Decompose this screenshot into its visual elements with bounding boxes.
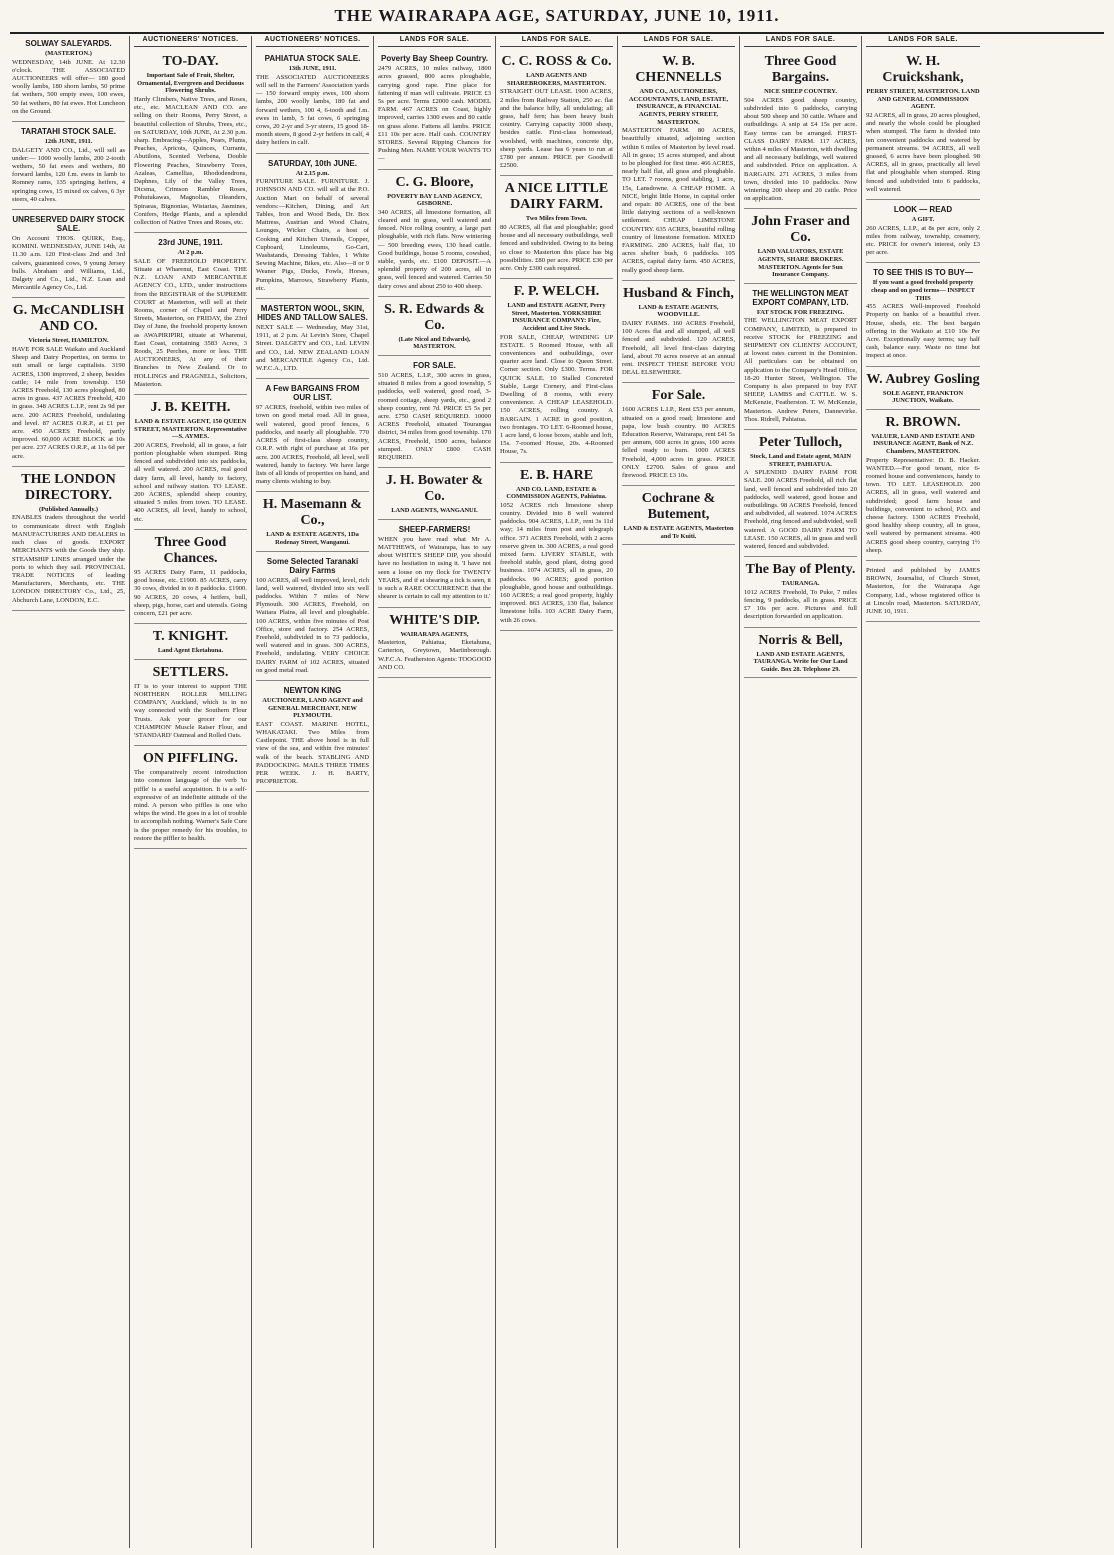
- ad-title: R. BROWN.: [885, 414, 961, 430]
- advertisement: [378, 470, 491, 520]
- ad-title: UNRESERVED DAIRY STOCK SALE.: [12, 215, 125, 234]
- advertisement: [866, 563, 980, 622]
- ad-title: W. B. CHENNELLS: [635, 54, 722, 86]
- ad-title: SHEEP-FARMERS!: [398, 524, 471, 534]
- column-heading: AUCTIONEERS' NOTICES.: [134, 36, 247, 47]
- ad-title: Cochrane & Butement,: [641, 491, 716, 523]
- advertisement: [12, 469, 125, 611]
- ad-subtitle: A GIFT.: [911, 216, 935, 224]
- advertisement: [12, 36, 125, 122]
- advertisement: [866, 202, 980, 263]
- advertisement: [134, 51, 247, 233]
- column-8: [862, 36, 984, 1548]
- advertisement: [134, 748, 247, 849]
- advertisement: [622, 385, 735, 486]
- ad-body: 504 ACRES good sheep country, subdivided into 6 paddocks, carrying about 500 sheep and 30 cattle. Whare and outbuildings. A snip at £4 15s per acre. Easy terms can be arranged. FIRST-CLASS DAIRY FARM. 117 ACRES, within 4 miles of Masterton, with dwelling and all necessary buildings, well watered and subdivided. Price on application. A BARGAIN. 271 ACRES, 3 miles from town, divided into 10 paddocks. Now wintering 200 sheep and 20 cattle. Price on application.: [744, 96, 857, 203]
- ad-title: FOR SALE.: [413, 361, 456, 371]
- ad-title: Some Selected Taranaki Dairy Farms: [266, 556, 359, 575]
- ad-subtitle: At 2 p.m.: [177, 249, 204, 257]
- ad-body: 97 ACRES, freehold, within two miles of town on good metal road. All in grass, well watered, good proof fences, 6 paddocks, and nearly all ploughable. 770 ACRES of first-class sheep country, O.R.P. with right of purchase at 16s per acre. 200 ACRES, Freehold, all level, well watered, handy to factory. We have large lists of all kinds of properties on hand, and many clients wishing to buy.: [256, 404, 369, 486]
- ad-subtitle: AUCTIONEER, LAND AGENT and GENERAL MERCHANT, NEW PLYMOUTH.: [262, 696, 363, 720]
- ad-title: C. G. Bloore,: [395, 174, 474, 190]
- ad-title: For Sale.: [651, 388, 706, 404]
- advertisement: [256, 381, 369, 492]
- ad-title: Peter Tulloch,: [759, 435, 842, 451]
- ad-subtitle: Two Miles from Town.: [525, 215, 588, 223]
- ad-subtitle: Stock, Land and Estate agent, MAIN STREET, PAHIATUA.: [749, 453, 852, 468]
- ad-title: John Fraser and Co.: [751, 214, 850, 246]
- ad-body: 200 ACRES, Freehold, all in grass, a fair portion ploughable when stumped. Ring fenced and subdivided into six paddocks, all well watered. 200 ACRES, real good dairy farm, all level, handy to factory, school and railway station. TO LEASE. 200 ACRES, splendid sheep country, situated 5 miles from town. TO LEASE. 400 ACRES, all level, handy to school, etc.: [134, 441, 247, 523]
- ad-title: TARATAHI STOCK SALE.: [21, 127, 116, 137]
- ad-subtitle: SOLE AGENT, FRANKTON JUNCTION, Waikato.: [882, 389, 964, 405]
- ad-title: THE WELLINGTON MEAT EXPORT COMPANY, LTD.: [752, 288, 849, 307]
- ad-title: PAHIATUA STOCK SALE.: [264, 54, 361, 64]
- ad-body: Property Representative: D. B. Hacker. WANTED.—For good tenant, nice 6-roomed house and conveniences, handy to town. TO LET. LEASEHOLD. 200 ACRES, all in grass, well watered and subdivided; good farm house and buildings, convenient to school, P.O. and cheese factory. 1300 ACRES Freehold, good healthy sheep country, all in grass, well watered by permanent streams. 400 ACRES good sheep country, carrying 1½ sheep.: [866, 456, 980, 554]
- ad-title: TO-DAY.: [162, 54, 219, 70]
- ad-subtitle: TAURANGA.: [781, 580, 820, 588]
- ad-title: J. B. KEITH.: [150, 400, 231, 416]
- advertisement: [12, 212, 125, 298]
- ad-title: THE LONDON DIRECTORY.: [21, 471, 116, 503]
- ad-subtitle: LAND & ESTATE AGENTS, Masterton and Te Kuiti.: [623, 525, 734, 540]
- ad-body: HAVE FOR SALE Waikato and Auckland Sheep and Dairy Properties, on terms to suit small or large capitalists. 3190 ACRES, 1300 improved, 2 sheep, besides cattle; 14 mile from township. 150 ACRES Freehold, 130 acres ploughed, 80 acres in grass. 437 ACRES Freehold, 420 in grass. 348 ACRES L.I.P., rent 2s 9d per acre. 200 ACRES Freehold, undulating and level. 87 ACRES O.R.P., at £1 per acre. 450 ACRES Freehold, partly improved. 60,000 ACRE BLOCK at 10s per acre. 237 ACRES O.R.P., at 11s 6d per acre.: [12, 346, 125, 460]
- ad-body: The comparatively recent introduction into common language of the verb 'to piffle' is a useful acquisition. It is a self-expressive of an indefinite attitude of the mind. A person who piffles is one who whips the wind. He goes in a lot of trouble to accomplish nothing. Warner's Safe Cure is the proper remedy for his troubles, to restore the piffler to health.: [134, 769, 247, 842]
- advertisement: [744, 630, 857, 679]
- ad-subtitle: AND CO. LAND, ESTATE & COMMISSION AGENTS, Pahiatua.: [506, 485, 607, 501]
- ad-title: E. B. HARE: [519, 467, 594, 483]
- ad-body: DAIRY FARMS. 160 ACRES Freehold, 100 Acres flat and all stumped, all well fenced and subdivided. 120 ACRES, Freehold, all level first-class dairying land, about 70 acres reserve at an annual rent. INSPECT THESE BEFORE YOU DEAL ELSEWHERE.: [622, 320, 735, 377]
- advertisement: [256, 554, 369, 681]
- column-4: [374, 36, 496, 1548]
- ad-subtitle: NICE SHEEP COUNTRY.: [764, 88, 837, 96]
- advertisement: [378, 299, 491, 356]
- ad-body: DALGETY AND CO., Ltd., will sell as under:— 1000 woolly lambs, 200 2-tooth wethers, 50 fat ewes and wethers, 80 forward lambs, 120 f.m. ewes in lamb to Romney rams, 135 springing heifers, 4 springing cows, 15 mixed ox calves, 6 3yr steers, 40 calves.: [12, 146, 125, 203]
- ad-subtitle: LAND & ESTATE AGENT, 150 QUEEN STREET, MASTERTON. Representative—S. AYMES.: [134, 418, 247, 441]
- column-2: [130, 36, 252, 1548]
- ad-body: 1052 ACRES rich limestone sheep country. Divided into 8 well watered paddocks. 904 ACRES, L.I.P., rent 3s 11d way; 14 miles from post and telegraph office. 371 ACRES Freehold, with 2 acres reserve given in. 300 ACRES, a real good mixed farm. LIVERY STABLE, with freehold stable, good plant, doing good business. 1074 ACRES, all in grass, 20 paddocks. 96 ACRES; good portion ploughable, good house and outbuildings. 160 ACRES; a real good property, highly improved. 863 ACRES, 130 flat, balance limestone hills. 103 ACRE Dairy Farm, with 26 cows.: [500, 501, 613, 624]
- ad-title: G. McCANDLISH AND CO.: [12, 303, 125, 335]
- ad-subtitle: LAND AND ESTATE AGENTS, TAURANGA. Write for Our Land Guide. Box 28. Telephone 29.: [753, 650, 848, 673]
- advertisement: [744, 559, 857, 627]
- column-heading: LANDS FOR SALE.: [622, 36, 735, 47]
- ad-subtitle: LAND & ESTATE AGENTS, WOODVILLE.: [638, 303, 719, 319]
- ad-body: 80 ACRES, all flat and ploughable; good house and all necessary outbuildings, well fenced and subdivided. Owing to its being so close to Masterton this place has big possibilities. £80 per acre. PRICE £30 per acre. Only £300 cash required.: [500, 224, 613, 273]
- advertisement: [744, 432, 857, 557]
- ad-title: Three Good Chances.: [154, 534, 227, 566]
- ad-subtitle: AND CO., AUCTIONEERS, ACCOUNTANTS, LAND, ESTATE, INSURANCE, & FINANCIAL AGENTS, PERRY STREET, MASTERTON.: [628, 88, 729, 126]
- advertisement: [378, 172, 491, 297]
- ad-title: ON PIFFLING.: [143, 751, 238, 767]
- column-5: [496, 36, 618, 1548]
- ad-subtitle: WAIRARAPA AGENTS,: [400, 630, 469, 638]
- advertisement: [12, 124, 125, 210]
- advertisement: [256, 683, 369, 792]
- ad-body: THE WELLINGTON MEAT EXPORT COMPANY, LIMITED, is prepared to receive STOCK for FREEZING and SHIPMENT ON CLIENTS' ACCOUNT, at lowest rates current in the Dominion. All particulars can be obtained on application to the Company's Head Office, 18-20 Hunter Street, Wellington. The Company is also prepared to buy FAT SHEEP, LAMBS and CATTLE. W. S. McKenzie, Featherston. T. W. McKenzie, Masterton. Andrew Peters, Dannevirke. Thos. Ridrell, Pahiatua.: [744, 317, 857, 423]
- ad-body: IT is to your interest to support THE NORTHERN ROLLER MILLING COMPANY, Auckland, which is in no way connected with the Southern Flour Trusts. Ask your grocer for our 'CHAMPION' Muscle Raiser Flour, and 'STANDARD' Oatmeal and Rolled Oats.: [134, 682, 247, 739]
- ad-title: S. R. Edwards & Co.: [384, 301, 485, 333]
- ad-subtitle: At 2.15 p.m.: [295, 169, 330, 177]
- ad-body: A SPLENDID DAIRY FARM FOR SALE. 200 ACRES Freehold, all rich flat land, well fenced and subdivided into 20 paddocks, well watered, good house and outbuildings. 98 ACRES Freehold, fenced and subdivided, all watered. 1074 ACRES Freehold, ring fenced and subdivided, well watered. A GOOD DAIRY FARM TO LEASE. 150 ACRES, all in grass and well watered, fenced and subdivided.: [744, 469, 857, 551]
- advertisement: [378, 51, 491, 169]
- ad-title: SATURDAY, 10th JUNE.: [268, 158, 357, 168]
- ad-body: MASTERTON FARM. 80 ACRES, beautifully situated, adjoining section within 6 miles of Masterton by level road. All in grass; 15 acres stumped, and about to be ploughed for first time. 466 ACRES, nearly half flat, all grass and ploughable. TO LET. 7 rooms, good stabling, 1 acre, 15s, Lansdowne. A CHEAP HOME. A NICE, bright little Home, in capital order and repair. 80 ACRES, one of the best little dairying sections of a well-known settlement. CHEAP LIMESTONE COUNTRY. 635 ACRES, beautiful rolling country of limestone formation. MIXED FARMING. 280 ACRES, half flat, 10 acres shelter bush, 6 paddocks. 105 ACRES, capital dairy farm. 450 ACRES, really good sheep farm.: [622, 127, 735, 274]
- ad-subtitle: LAND AGENTS, WANGANUI.: [391, 507, 478, 515]
- advertisement: [622, 51, 735, 281]
- advertisement: [622, 283, 735, 384]
- ad-subtitle: If you want a good freehold property cheap and on good terms— INSPECT THIS: [871, 279, 975, 302]
- column-heading: LANDS FOR SALE.: [866, 36, 980, 47]
- advertisement: [378, 358, 491, 468]
- ad-body: On Account THOS. QUIRK, Esq., KOMINI. WEDNESDAY, JUNE 14th, At 11.30 a.m. 120 First-class 2nd and 3rd calvers, guaranteed cows, 9 young Jersey bulls. Abraham and Williams, Ltd., Dalgety and Co., Ltd., N.Z. Loan and Mercantile Agency Co., Ltd.: [12, 235, 125, 292]
- advertisement: [500, 178, 613, 279]
- ad-title: H. Masemann & Co.,: [262, 497, 363, 529]
- ad-subtitle: Land Agent Eketahuna.: [157, 647, 224, 655]
- column-3: [252, 36, 374, 1548]
- ad-title: F. P. WELCH.: [513, 284, 600, 300]
- advertisement: [256, 156, 369, 299]
- ad-title: NEWTON KING: [283, 685, 342, 695]
- advertisement: [866, 51, 980, 200]
- advertisement: [744, 286, 857, 430]
- advertisement: [12, 300, 125, 466]
- ad-body: 100 ACRES, all well improved, level, rich land, well watered, divided into six well paddocks. Within 7 miles of New Plymouth. 300 ACRES, Freehold, on Waitara Plains, all level and ploughable. 100 ACRES, within five minutes of Post Office, store and factory. 254 ACRES, Freehold, subdivided in to 73 paddocks, well watered and in grass. 300 ACRES, Freehold, undulating. VERY CHOICE DAIRY FARM of 102 ACRES, situated on good metal road.: [256, 576, 369, 674]
- ad-subtitle: Victoria Street, HAMILTON.: [28, 337, 109, 345]
- ad-title: A NICE LITTLE DAIRY FARM.: [504, 181, 609, 213]
- advertisement: [622, 488, 735, 545]
- advertisement: [134, 626, 247, 660]
- advertisement: [378, 522, 491, 608]
- advertisement: [256, 51, 369, 153]
- ad-body: Masterton, Pahiatua, Eketahuna, Carterton, Greytown, Martinborough. W.F.C.A. Featherston Agents: TOOGOOD AND CO.: [378, 639, 491, 671]
- ad-title: Norris & Bell,: [758, 632, 843, 648]
- ad-title: 23rd JUNE, 1911.: [158, 238, 223, 248]
- ad-title: Poverty Bay Sheep Country.: [381, 54, 488, 64]
- ad-title: SETTLERS.: [152, 664, 229, 680]
- ad-subtitle: VALUER, LAND AND ESTATE AND INSURANCE AGENT, Bank of N.Z. Chambers, MASTERTON.: [871, 432, 975, 455]
- column-heading: LANDS FOR SALE.: [500, 36, 613, 47]
- ad-body: NEXT SALE — Wednesday, May 31st, 1911, at 2 p.m. At Levin's Store, Chapel Street. DALGETY and CO., Ltd. LEVIN and CO., Ltd. NEW ZEALAND LOAN and MERCANTILE Agency Co., Ltd. W.F.C.A., LTD.: [256, 324, 369, 373]
- ad-title: C. C. ROSS & Co.: [501, 54, 612, 70]
- ad-title: LOOK — READ: [893, 205, 953, 215]
- ad-subtitle: LAND and ESTATE AGENT, Perry Street, Masterton. YORKSHIRE INSURANCE COMPANY: Fire, Accident and Live Stock.: [507, 302, 606, 333]
- advertisement: [134, 532, 247, 624]
- advertisement: [500, 281, 613, 462]
- ad-title: T. KNIGHT.: [152, 629, 229, 645]
- column-7: [740, 36, 862, 1548]
- ad-title: W. H. Cruickshank,: [882, 54, 964, 86]
- column-heading: LANDS FOR SALE.: [378, 36, 491, 47]
- ad-title: The Bay of Plenty.: [745, 562, 856, 578]
- ad-body: 95 ACRES Dairy Farm, 11 paddocks, good house, etc. £1900. 85 ACRES, carry 30 cows, divided in to 8 paddocks. £1900. 90 ACRES, 20 cows, 4 heifers, bull, sheep, pigs, horse, cart and utensils. Going concern, £21 per acre.: [134, 568, 247, 617]
- ad-body: 1600 ACRES L.I.P., Rent £53 per annum, situated on a good road; limestone and papa, low bush country. 80 ACRES Education Reserve, Wairarapa, rent £41 5s per annum, 600 acres in grass, 100 acres felled ready to burn. 1000 ACRES Freehold, 4,000 acres in grass. PRICE ONLY £2700. Sales of grass and firewood. PRICE £3 10s.: [622, 406, 735, 480]
- ad-title: TO SEE THIS IS TO BUY—: [873, 268, 973, 278]
- advertisement: [744, 211, 857, 283]
- ad-body: FOR SALE, CHEAP, WINDING UP ESTATE. 5 Roomed House, with all conveniences and outbuildings, over quarter acre land. Close to Queen Street. Corner section. Only £300. Terms. FOR QUICK SALE. 10 Stalled Concreted Stable, Large Cornery, and First-class Dwelling of 8 rooms, with every convenience. A CHEAP LEASEHOLD. 150 ACRES, rolling country. A BARGAIN. 1 ACRE in good position, two frontages. TO LET. 6-Roomed house, 1 acre land, 6 loose boxes, stable and loft, 15s. 7-roomed House, 20s. 4-Roomed House, 7s.: [500, 333, 613, 456]
- advertisement: [134, 397, 247, 530]
- ad-body: 1012 ACRES Freehold, To Puke, 7 miles fencing, 9 paddocks, all in grass. PRICE £7 10s per acre. Pictures and full description forwarded on application.: [744, 588, 857, 621]
- ad-body: Printed and published by JAMES BROWN, Journalist, of Church Street, Masterton, for the Wairarapa Age Company, Ltd., whose registered office is at Lincoln road, Masterton. SATURDAY, JUNE 10, 1911.: [866, 567, 980, 616]
- ad-body: FURNITURE SALE. FURNITURE. J. JOHNSON AND CO. will sell at the P.O. Auction Mart on behalf of several vendors:—Kitchen, Dining, and Art Tables, Iron and Wood Beds, Dr. Box Mattress, Austrian and Wood Chairs, Lounges, Wicker Chairs, a host of Cooking and Kitchen Utensils, Copper, Cupboard, Linoleums, Go-Cart, Washstands, Dressing Tables, 1 White Sewing Machine, Bikes, etc. Also—8 or 9 Weaner Pigs, Ducks, Fowls, Horses, Pumpkins, Marrows, Strawberry Plants, etc.: [256, 178, 369, 292]
- ad-body: 260 ACRES, L.I.P., at 8s per acre, only 2 miles from railway, township, creamery, etc. PRICE for owner's interest, only £3 per acre.: [866, 224, 980, 257]
- newspaper-columns: [8, 36, 1106, 1548]
- advertisement: [256, 301, 369, 379]
- ad-title: J. H. Bowater & Co.: [385, 473, 484, 505]
- ad-body: STRAIGHT OUT LEASE. 1900 ACRES, 2 miles from Railway Station, 250 ac. flat and the balance hilly, all undulating; all grass, half fern; has been heavy bush country. Carrying capacity 3000 sheep, besides cattle. First-class homestead, woolshed, with machines, concrete dip, sheep yards. Lease has 6 years to run at £780 per annum. PRICE per Goodwill £2500.: [500, 88, 613, 170]
- ad-subtitle: (MASTERTON.): [45, 50, 92, 57]
- ad-subtitle: LAND VALUATORS, ESTATE AGENTS, SHARE BROKERS. MASTERTON. Agents for Sun Insurance Company.: [757, 248, 844, 279]
- ad-body: 340 ACRES, all limestone formation, all cleared and in grass, well watered and fenced. Nice rolling country, a large part ploughable, with rich flats. Now wintering— 500 breeding ewes, 130 head cattle. Good buildings, house 5 rooms, cowshed, stable, yards, etc. £100 DEPOSIT.—A splendid property of 200 acres, all in grass, well fenced and watered. Carries 50 dairy cows and about 250 to 400 sheep.: [378, 208, 491, 290]
- column-heading: LANDS FOR SALE.: [744, 36, 857, 47]
- ad-subtitle: LAND AGENTS AND SHAREBROKERS, MASTERTON.: [507, 72, 606, 87]
- ad-title: A Few BARGAINS FROM OUR LIST.: [265, 384, 360, 403]
- advertisement: [378, 610, 491, 678]
- ad-title: Husband & Finch,: [623, 285, 734, 301]
- advertisement: [866, 369, 980, 410]
- ad-subtitle: 13th JUNE, 1911.: [288, 65, 337, 73]
- masthead-title: THE WAIRARAPA AGE, SATURDAY, JUNE 10, 1911.: [10, 6, 1104, 34]
- advertisement: [500, 51, 613, 176]
- ad-body: SALE OF FREEHOLD PROPERTY. Situate at Wharenui, East Coast. THE N.Z. LOAN AND MERCANTILE AGENCY CO., LTD., under instructions from the REGISTRAR of the SUPREME COURT at Masterton, will sell at their Rooms, corner of Chapel and Perry Streets, Masterton, on FRIDAY, the 23rd Day of June, the freehold property known as AWAPIRIPIRI, situate at Wharenui, East Coast, containing 3583 Acres, 3 Roods, 25 Perches, more or less. THE AUCTIONEERS, At any of their Branches in New Zealand. Or to HOLLINGS and FRAGNELL, Solicitors, Masterton.: [134, 257, 247, 388]
- ad-subtitle: (Published Annually.): [39, 505, 98, 513]
- ad-body: ENABLES traders throughout the world to communicate direct with English MANUFACTURERS AND DEALERS in each class of goods. EXPORT MERCHANTS with the Goods they ship. STEAMSHIP LINES arranged under the ports to which they sail. PROVINCIAL TRADE NOTICES of leading Manufacturers, Merchants, etc. THE LONDON DIRECTORY Co., Ltd., 25, Abchurch Lane, LONDON, E.C.: [12, 514, 125, 604]
- column-1: [8, 36, 130, 1548]
- advertisement: [744, 51, 857, 209]
- ad-body: 455 ACRES Well-improved Freehold Property on banks of a beautiful river. House, sheds, etc. The best bargain offering in the Waikato at £10 10s Per Acre. Exceptionally easy terms; say half cash, balance easy. Waste no time but inspect at once.: [866, 303, 980, 360]
- advertisement: [500, 465, 613, 631]
- ad-title: MASTERTON WOOL, SKIN, HIDES AND TALLOW SALES.: [257, 304, 368, 323]
- advertisement: [866, 265, 980, 366]
- ad-body: WEDNESDAY, 14th JUNE. At 12.30 o'clock. THE ASSOCIATED AUCTIONEERS will offer— 180 good woolly lambs, 180 shorn lambs, 50 prime fat wethers, 500 empty ewes, 100 ewes, 50 fat wethers, 80 fat ewes. Hot Luncheon on the Ground.: [12, 58, 125, 115]
- ad-body: EAST COAST. MARINE HOTEL, WHAKATAKI. Two Miles from Castlepoint. THE above hotel is in full view of the sea, and within five minutes' walk of the beach. STABLING AND PADDOCKING. MAILS THREE TIMES PER WEEK. J. H. BARTY, PROPRIETOR.: [256, 720, 369, 786]
- ad-body: 2479 ACRES, 10 miles railway, 1800 acres grassed, 800 acres ploughable, carrying good rape. Fine place for fattening if man will cultivate. PRICE £3 5s per acre. Terms £2000 cash. MODEL FARM. 467 ACRES on Coast, highly improved, carries 1300 ewes and 80 cattle on grass alone. Fattens all lambs. PRICE £11 10s per acre. Half cash. COUNTRY STORES. Several Ripping Chances for Pushing Men. NAME YOUR WANTS TO—: [378, 65, 491, 163]
- ad-subtitle: PERRY STREET, MASTERTON. LAND AND GENERAL COMMISSION AGENT.: [866, 88, 980, 111]
- ad-title: Three Good Bargains.: [764, 54, 837, 86]
- ad-body: Hardy Climbers, Native Trees, and Roses, etc., etc. MACLEAN AND CO. are selling on their Rooms, Perry Street, a beautiful collection of Shrubs, Trees, etc., on SATURDAY, 10th JUNE, At 2.30 p.m. sharp. Embracing—Apples, Pears, Plums, Peaches, Apricots, Quinces, Currants, Abutilons, Scented Verbena, Double Flowering Peaches, Strawberry Trees, Azaleas, Camellias, Rhododendrons, Daphnes, Lily of the Valley Trees, Dicsma, Crimson Rambler Roses, Pohutukawas, Magnolias, Oleanders, Spiraeas, Bignonias, Wistarias, Jasmines, Conifers, Hedge Plants, and a splendid collection of Native Trees and Roses, etc.: [134, 95, 247, 227]
- ad-subtitle: 12th JUNE, 1911.: [44, 138, 93, 146]
- ad-subtitle: Important Sale of Fruit, Shelter, Ornamental, Evergreen and Deciduous Flowering Shrubs.: [137, 72, 244, 95]
- ad-subtitle: LAND & ESTATE AGENTS, 1Da Rodenay Street, Wanganui.: [266, 531, 359, 546]
- ad-title: W. Aubrey Gosling: [866, 371, 980, 387]
- ad-body: THE ASSOCIATED AUCTIONEERS will sell in the Farmers' Association yards— 150 forward empty ewes, 100 shorn lambs, 200 woolly lambs, 180 fat and forward wethers, 100 4, 6-tooth and f.m. ewes in lamb, 5 fat cows, 6 springing cows, 20 2-yr and 3-yr steers, 15 good 18-month steers, 8 good 2-yr heifers in calf, 4 dairy heifers in calf.: [256, 73, 369, 147]
- ad-title: WHITE'S DIP.: [389, 612, 480, 628]
- ad-title: SOLWAY SALEYARDS.: [25, 39, 112, 48]
- ad-body: WHEN you have read what Mr A. MATTHEWS, of Wairarapa, has to say about WHITE'S SHEEP DIP, you should have no hesitation in using it. 'I have not seen a louse on my flock for TWENTY YEARS, and if at shearing a tick is seen, it is such a RARE OCCURRENCE that the shearer is certain to call my attention to it.': [378, 535, 491, 601]
- ad-body: 510 ACRES, L.I.P., 300 acres in grass, situated 8 miles from a good township, 5 paddocks, well watered, good road, 3-roomed cottage, sheep yards, etc., good 2 sheep country, rent 7d. PRICE £5 5s per acre. £750 CASH REQUIRED. 10000 ACRES Freehold, situated Tourangaa district, 34 miles from good township. 170 ACRES, Freehold, 1500 acres, balance stumped. ONLY £800 CASH REQUIRED.: [378, 372, 491, 462]
- column-6: [618, 36, 740, 1548]
- advertisement: [256, 494, 369, 551]
- column-heading: AUCTIONEERS' NOTICES.: [256, 36, 369, 47]
- ad-subtitle: POVERTY BAY LAND AGENCY, GISBORNE.: [387, 192, 482, 208]
- ad-subtitle: FAT STOCK FOR FREEZING.: [756, 308, 845, 316]
- ad-body: 92 ACRES, all in grass, 20 acres ploughed, and nearly the whole could be ploughed when stumped. The farm is divided into ten convenient paddocks and watered by permanent streams. 94 ACRES, all well grassed, 6 acres have been ploughed. 98 ACRES, all in grass, practically all level flat and ploughable when stumped. Ring fenced and subdivided into 6 paddocks, well watered.: [866, 111, 980, 193]
- advertisement: [134, 662, 247, 746]
- advertisement: [134, 235, 247, 395]
- ad-subtitle: (Late Nicol and Edwards), MASTERTON.: [398, 335, 471, 351]
- advertisement: [866, 412, 980, 561]
